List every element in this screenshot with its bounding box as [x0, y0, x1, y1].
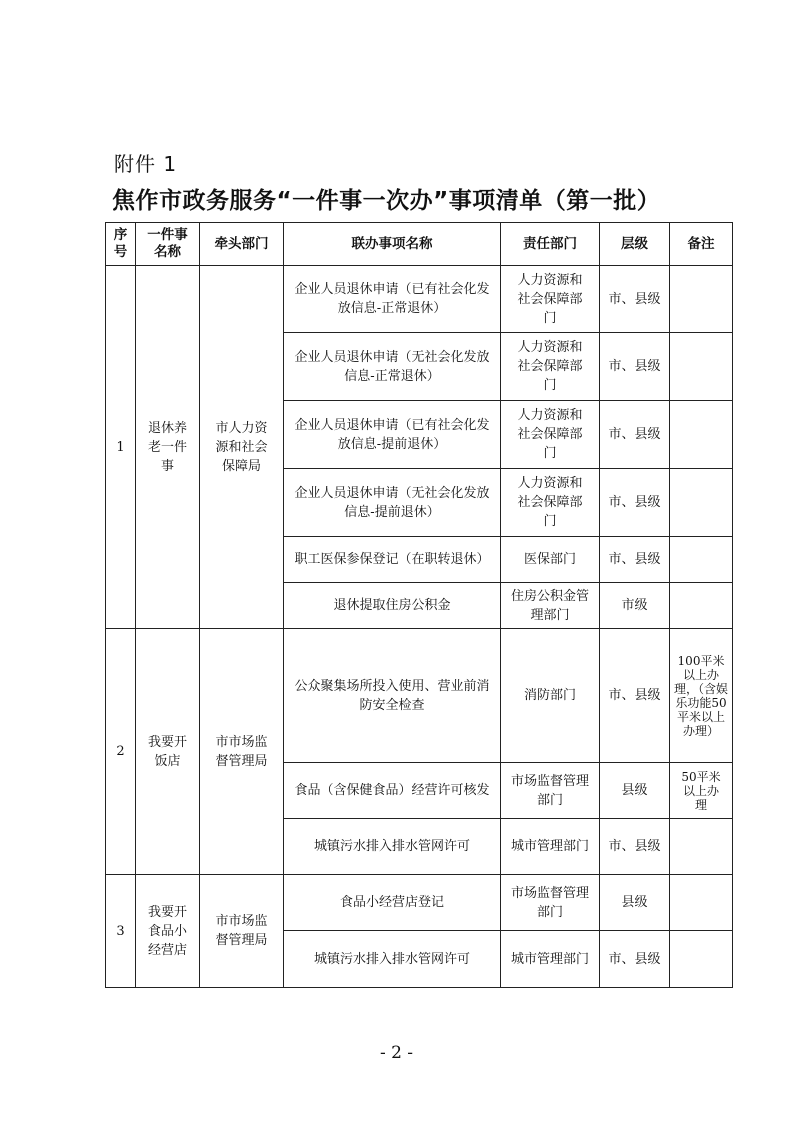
- item-note: [670, 875, 733, 931]
- table-row: [106, 266, 733, 333]
- item-level: 市、县级: [600, 401, 670, 469]
- item-name: 城镇污水排入排水管网许可: [284, 931, 501, 988]
- item-dept: 住房公积金管理部门: [501, 583, 600, 629]
- page-number: - 2 -: [379, 1043, 414, 1063]
- header-note: 备注: [670, 223, 733, 266]
- item-dept: 市场监督管理部门: [501, 763, 600, 819]
- item-level: 市、县级: [600, 819, 670, 875]
- table-header-row: [106, 223, 733, 266]
- item-name: 城镇污水排入排水管网许可: [284, 819, 501, 875]
- item-dept: 城市管理部门: [501, 819, 600, 875]
- item-note: [670, 401, 733, 469]
- group-no: 2: [106, 629, 136, 875]
- item-level: 市、县级: [600, 266, 670, 333]
- item-dept: 城市管理部门: [501, 931, 600, 988]
- item-note: [670, 931, 733, 988]
- header-dept: 责任部门: [501, 223, 600, 266]
- table-row: [106, 629, 733, 763]
- item-level: 县级: [600, 875, 670, 931]
- item-level: 市、县级: [600, 333, 670, 401]
- header-item: 联办事项名称: [284, 223, 501, 266]
- item-note: 50平米以上办理: [670, 763, 733, 819]
- item-note: [670, 537, 733, 583]
- item-dept: 医保部门: [501, 537, 600, 583]
- table-row: [106, 875, 733, 931]
- item-name: 食品小经营店登记: [284, 875, 501, 931]
- item-level: 市、县级: [600, 469, 670, 537]
- item-note: [670, 583, 733, 629]
- header-level: 层级: [600, 223, 670, 266]
- item-dept: 消防部门: [501, 629, 600, 763]
- item-level: 市、县级: [600, 629, 670, 763]
- item-name: 食品（含保健食品）经营许可核发: [284, 763, 501, 819]
- header-no: 序号: [106, 223, 136, 266]
- header-name: 一件事名称: [136, 223, 200, 266]
- item-dept: 市场监督管理部门: [501, 875, 600, 931]
- item-note: [670, 819, 733, 875]
- item-note: 100平米以上办理，（含娱乐功能50平米以上办理）: [670, 629, 733, 763]
- item-level: 市级: [600, 583, 670, 629]
- item-dept: 人力资源和社会保障部门: [501, 469, 600, 537]
- group-lead: 市市场监督管理局: [200, 875, 284, 988]
- item-dept: 人力资源和社会保障部门: [501, 266, 600, 333]
- item-level: 市、县级: [600, 931, 670, 988]
- item-note: [670, 469, 733, 537]
- item-name: 企业人员退休申请（无社会化发放信息-提前退休）: [284, 469, 501, 537]
- item-name: 职工医保参保登记（在职转退休）: [284, 537, 501, 583]
- group-name: 我要开饭店: [136, 629, 200, 875]
- item-note: [670, 333, 733, 401]
- item-name: 企业人员退休申请（已有社会化发放信息-提前退休）: [284, 401, 501, 469]
- item-name: 企业人员退休申请（无社会化发放信息-正常退休）: [284, 333, 501, 401]
- item-name: 企业人员退休申请（已有社会化发放信息-正常退休）: [284, 266, 501, 333]
- item-level: 县级: [600, 763, 670, 819]
- group-lead: 市市场监督管理局: [200, 629, 284, 875]
- items-table: [105, 222, 733, 988]
- item-name: 公众聚集场所投入使用、营业前消防安全检查: [284, 629, 501, 763]
- item-name: 退休提取住房公积金: [284, 583, 501, 629]
- header-lead: 牵头部门: [200, 223, 284, 266]
- attachment-label: 附件 1: [114, 152, 178, 176]
- group-no: 1: [106, 266, 136, 629]
- item-level: 市、县级: [600, 537, 670, 583]
- item-dept: 人力资源和社会保障部门: [501, 401, 600, 469]
- group-no: 3: [106, 875, 136, 988]
- item-dept: 人力资源和社会保障部门: [501, 333, 600, 401]
- group-lead: 市人力资源和社会保障局: [200, 266, 284, 629]
- item-note: [670, 266, 733, 333]
- group-name: 我要开食品小经营店: [136, 875, 200, 988]
- document-title: 焦作市政务服务“一件事一次办”事项清单（第一批）: [112, 188, 661, 214]
- group-name: 退休养老一件事: [136, 266, 200, 629]
